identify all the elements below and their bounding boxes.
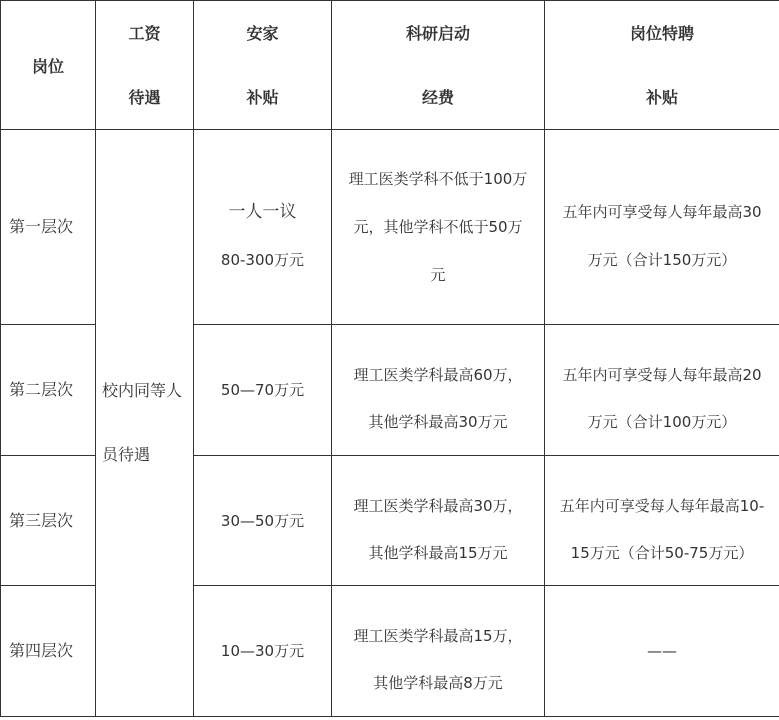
header-research-line2: 经费 [421, 87, 454, 107]
research-cell [332, 586, 545, 717]
research-line: 理工医类学科不低于100万 [348, 170, 528, 188]
salary-cell: 校内同等人员待遇 [96, 130, 194, 717]
research-line: 元 [430, 266, 446, 284]
settle-cell: 10—30万元 [194, 586, 332, 717]
level-cell: 第一层次 [1, 130, 96, 325]
research-line: 元，其他学科不低于50万 [353, 218, 523, 236]
settle-cell: 30—50万元 [194, 456, 332, 586]
header-settle [194, 1, 332, 130]
research-line: 其他学科最高8万元 [373, 674, 503, 692]
header-position: 岗位 [1, 1, 96, 130]
research-cell [332, 456, 545, 586]
research-cell [332, 325, 545, 456]
special-line: 15万元（合计50-75万元） [570, 543, 754, 562]
settle-line: 一人一议 [228, 202, 297, 222]
special-line: 五年内可享受每人每年最高20 [562, 366, 762, 384]
special-cell: —— [545, 586, 779, 717]
special-line: 万元（合计150万元） [587, 251, 737, 269]
level-cell: 第二层次 [1, 325, 96, 456]
header-salary [96, 1, 194, 130]
header-special-line2: 补贴 [645, 87, 678, 107]
special-cell [545, 325, 779, 456]
header-special [545, 1, 779, 130]
level-cell: 第三层次 [1, 456, 96, 586]
research-line: 理工医类学科最高60万， [353, 366, 523, 384]
header-row [1, 1, 779, 130]
research-line: 理工医类学科最高15万， [353, 627, 523, 645]
header-settle-line2: 补贴 [246, 87, 279, 107]
research-cell [332, 130, 545, 325]
header-settle-line1: 安家 [246, 23, 279, 43]
settle-line: 80-300万元 [220, 251, 305, 269]
special-line: 五年内可享受每人每年最高10- [559, 496, 765, 515]
header-special-line1: 岗位特聘 [629, 23, 694, 43]
special-cell [545, 456, 779, 586]
table-row [1, 130, 779, 325]
research-line: 其他学科最高15万元 [368, 543, 508, 562]
settle-cell [194, 130, 332, 325]
research-line: 理工医类学科最高30万， [353, 496, 523, 515]
header-salary-line2: 待遇 [128, 87, 161, 107]
header-research [332, 1, 545, 130]
research-line: 其他学科最高30万元 [368, 413, 508, 431]
header-research-line1: 科研启动 [405, 23, 470, 43]
special-line: 万元（合计100万元） [587, 413, 737, 431]
level-cell: 第四层次 [1, 586, 96, 717]
special-line: 五年内可享受每人每年最高30 [562, 203, 762, 221]
special-cell [545, 130, 779, 325]
header-salary-line1: 工资 [128, 23, 161, 43]
settle-cell: 50—70万元 [194, 325, 332, 456]
